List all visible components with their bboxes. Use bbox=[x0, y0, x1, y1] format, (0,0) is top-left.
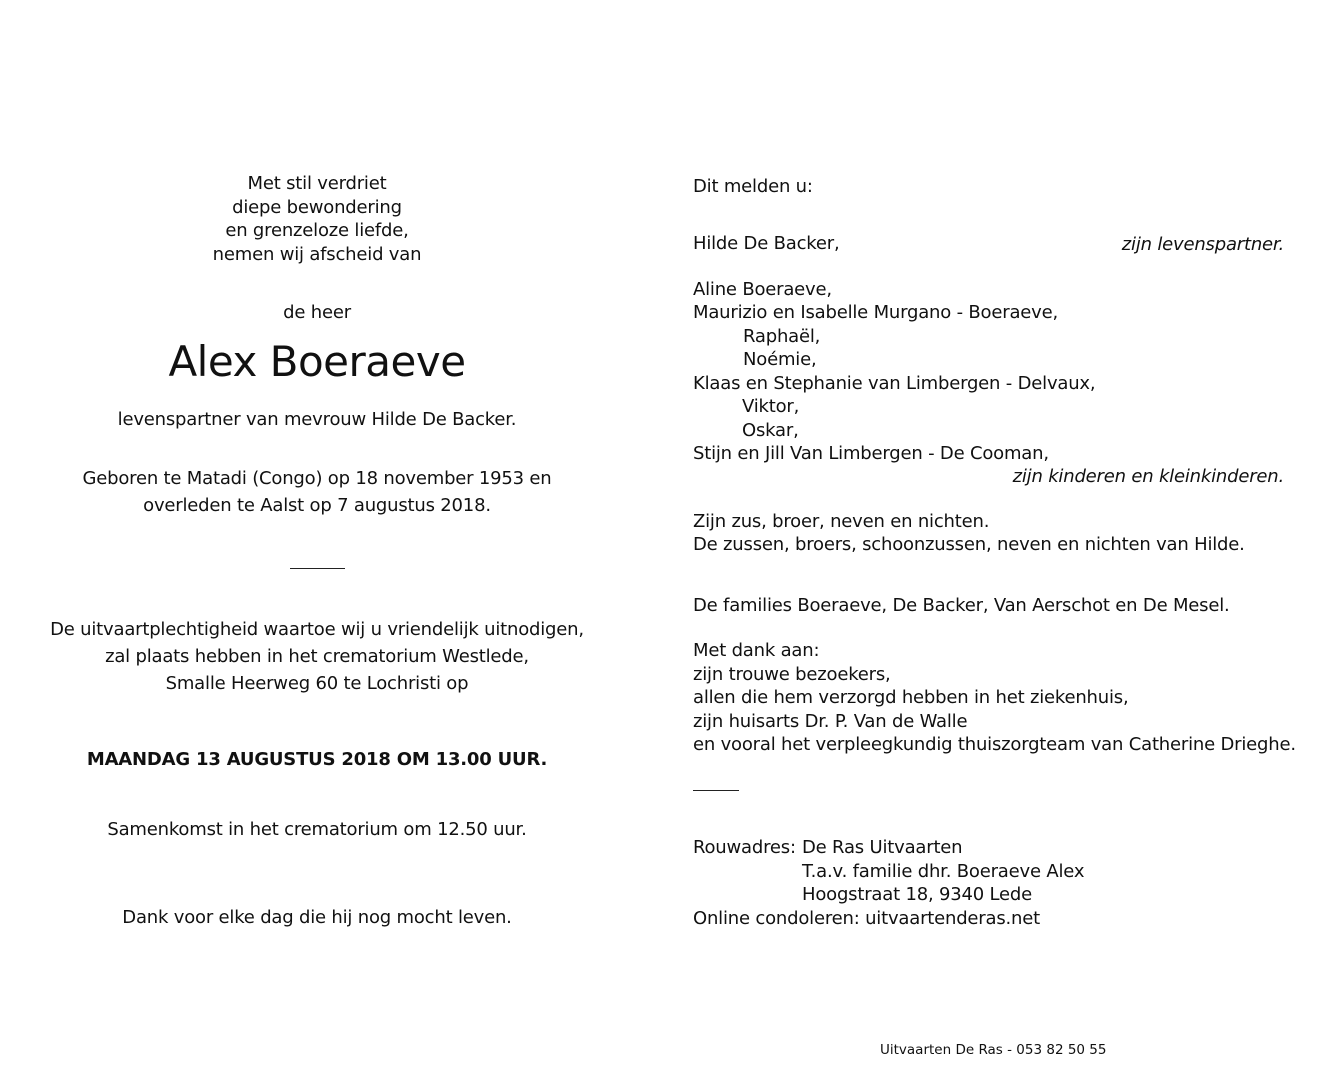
birth-line-2: overleden te Aalst op 7 augustus 2018. bbox=[143, 495, 491, 516]
grandchild-line-2: Noémie, bbox=[743, 349, 817, 370]
divider-left bbox=[290, 568, 345, 569]
footer-funeral-home: Uitvaarten De Ras - 053 82 50 55 bbox=[880, 1042, 1107, 1058]
ceremony-date: MAANDAG 13 AUGUSTUS 2018 OM 13.00 UUR. bbox=[86, 749, 548, 770]
child-line-4: Stijn en Jill Van Limbergen - De Cooman, bbox=[693, 443, 1049, 464]
thanks-line-4: zijn huisarts Dr. P. Van de Walle bbox=[693, 711, 968, 732]
thanks-life-line: Dank voor elke dag die hij nog mocht leven. bbox=[122, 907, 512, 928]
thanks-line-5: en vooral het verpleegkundig thuiszorgteam van Catherine Drieghe. bbox=[693, 734, 1296, 755]
siblings-line-1: Zijn zus, broer, neven en nichten. bbox=[693, 511, 990, 532]
partner-name: Hilde De Backer, bbox=[693, 233, 840, 254]
partner-line: levenspartner van mevrouw Hilde De Backer. bbox=[117, 409, 517, 430]
siblings-line-2: De zussen, broers, schoonzussen, neven en nichten van Hilde. bbox=[693, 534, 1245, 555]
intro-line-3: en grenzeloze liefde, bbox=[225, 220, 409, 241]
intro-line-1: Met stil verdriet bbox=[247, 173, 387, 194]
thanks-line-2: zijn trouwe bezoekers, bbox=[693, 664, 891, 685]
ceremony-line-3: Smalle Heerweg 60 te Lochristi op bbox=[165, 673, 469, 694]
online-condolence: Online condoleren: uitvaartenderas.net bbox=[693, 908, 1040, 929]
grandchild-line-4: Oskar, bbox=[742, 420, 799, 441]
grandchild-line-1: Raphaël, bbox=[743, 326, 821, 347]
thanks-line-1: Met dank aan: bbox=[693, 640, 820, 661]
grandchild-line-3: Viktor, bbox=[742, 396, 800, 417]
left-panel bbox=[0, 0, 634, 1080]
intro-line-4: nemen wij afscheid van bbox=[212, 244, 422, 265]
birth-line-1: Geboren te Matadi (Congo) op 18 november 1953 en bbox=[82, 468, 552, 489]
child-line-3: Klaas en Stephanie van Limbergen - Delvaux, bbox=[693, 373, 1096, 394]
address-line-3: Hoogstraat 18, 9340 Lede bbox=[802, 884, 1033, 905]
families-line: De families Boeraeve, De Backer, Van Aerschot en De Mesel. bbox=[693, 595, 1230, 616]
address-label: Rouwadres: bbox=[693, 837, 796, 858]
ceremony-line-1: De uitvaartplechtigheid waartoe wij u vriendelijk uitnodigen, bbox=[50, 619, 584, 640]
child-line-1: Aline Boeraeve, bbox=[693, 279, 832, 300]
address-line-2: T.a.v. familie dhr. Boeraeve Alex bbox=[802, 861, 1085, 882]
partner-role: zijn levenspartner. bbox=[1121, 234, 1284, 255]
children-role: zijn kinderen en kleinkinderen. bbox=[1012, 466, 1284, 487]
divider-right bbox=[693, 790, 739, 791]
child-line-2: Maurizio en Isabelle Murgano - Boeraeve, bbox=[693, 302, 1058, 323]
ceremony-line-2: zal plaats hebben in het crematorium Westlede, bbox=[105, 646, 529, 667]
address-line-1: De Ras Uitvaarten bbox=[802, 837, 963, 858]
gathering-line: Samenkomst in het crematorium om 12.50 uur. bbox=[107, 819, 527, 840]
thanks-line-3: allen die hem verzorgd hebben in het ziekenhuis, bbox=[693, 687, 1129, 708]
announce-line: Dit melden u: bbox=[693, 176, 813, 197]
deceased-title: de heer bbox=[283, 302, 351, 323]
deceased-name: Alex Boeraeve bbox=[168, 337, 466, 386]
intro-line-2: diepe bewondering bbox=[232, 197, 402, 218]
